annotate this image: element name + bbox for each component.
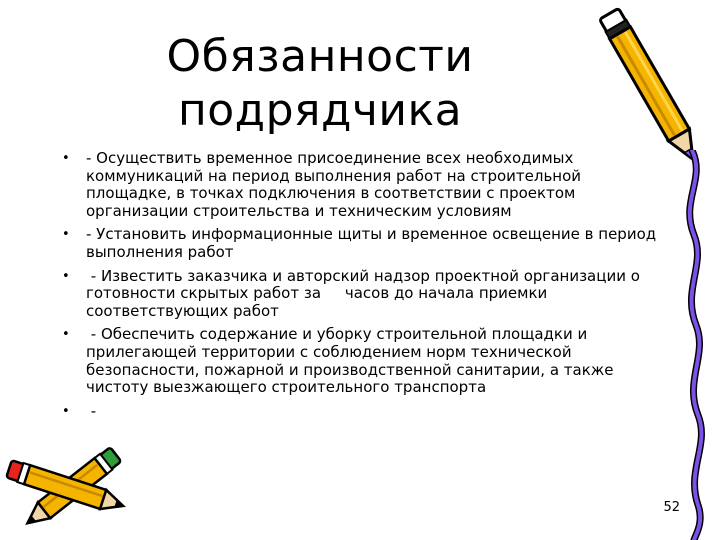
list-item	[62, 226, 660, 261]
title-line-2: подрядчика	[177, 85, 463, 136]
list-item-text: - Осуществить временное присоединение всех необходимых коммуникаций на период выполнения работ на строительной площадке, в точках подключения в соответствии с проектом организации строительства и техническим условиям	[86, 149, 582, 220]
list-item	[62, 403, 660, 421]
page-number: 52	[663, 500, 680, 515]
list-item-text: - Известить заказчика и авторский надзор проектной организации о готовности скрытых работ за часов до начала приемки соответствующих работ	[86, 266, 645, 320]
crossed-pencils-icon	[0, 430, 160, 540]
bullet-icon: •	[62, 327, 70, 343]
bullet-icon: •	[62, 227, 70, 243]
list-item-text: - Обеспечить содержание и уборку строительной площадки и прилегающей территории с соблюдением норм технической безопасности, пожарной и производственной санитарии, а также чистоту выезжающего строительного транспорта	[86, 325, 619, 397]
purple-squiggle-border	[672, 150, 720, 540]
bullet-icon: •	[62, 268, 70, 284]
list-item	[62, 326, 660, 396]
bullet-icon: •	[62, 151, 70, 166]
list-item-text: - Установить информационные щиты и временное освещение в период выполнения работ	[86, 225, 657, 261]
bullet-list	[62, 150, 660, 426]
title-line-1: Обязанности	[166, 31, 474, 82]
list-item	[62, 150, 660, 220]
bullet-icon: •	[62, 403, 70, 419]
slide-title	[110, 30, 530, 138]
list-item	[62, 268, 660, 321]
list-item-text: -	[86, 401, 97, 420]
